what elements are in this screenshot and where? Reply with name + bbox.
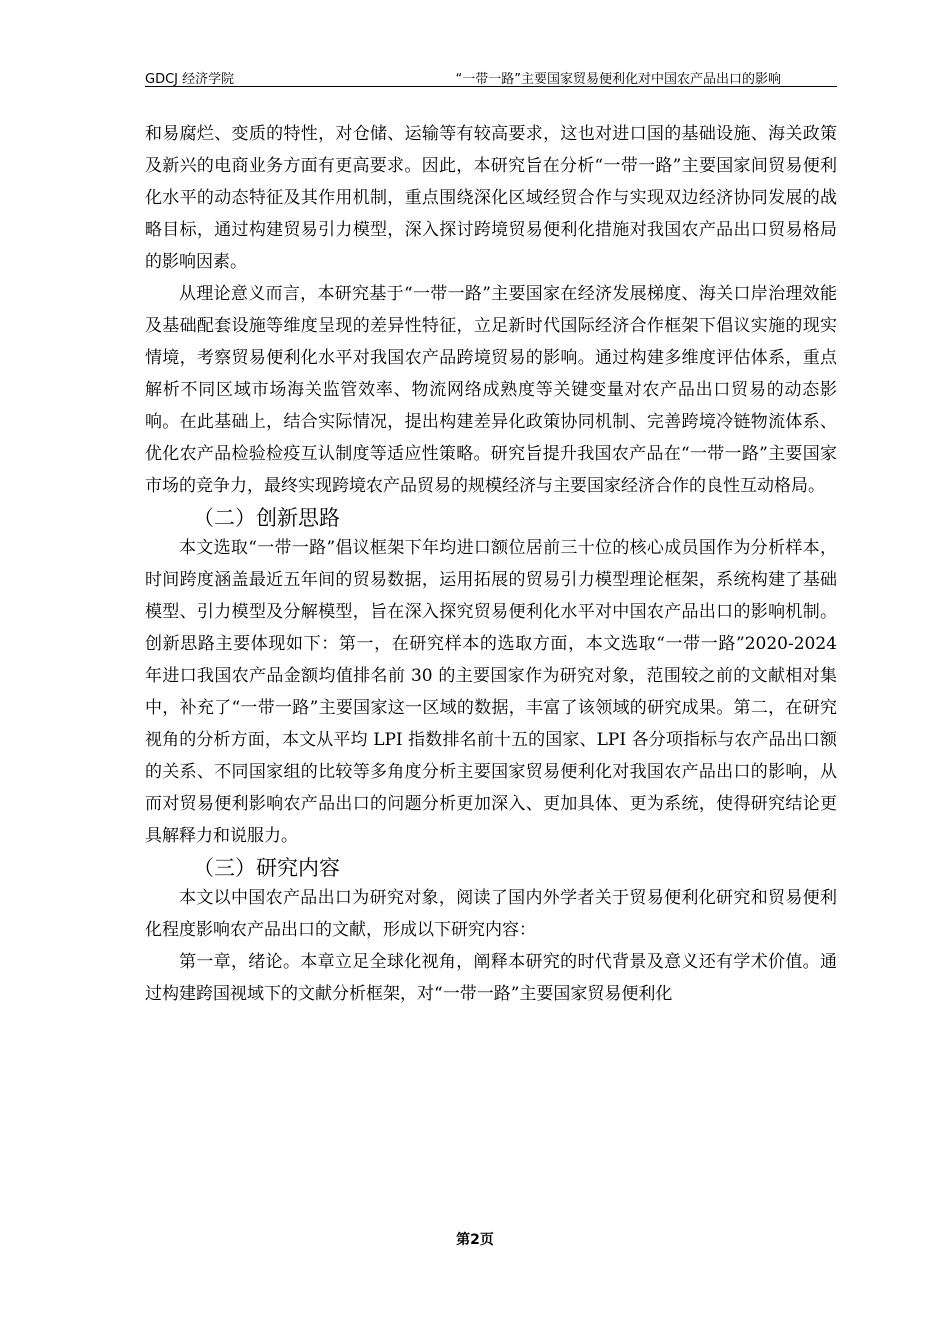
page-body bbox=[145, 118, 837, 1010]
page-header bbox=[145, 66, 837, 87]
paragraph: 本文选取“一带一路”倡议框架下年均进口额位居前三十位的核心成员国作为分析样本，时间跨度涵盖最近五年间的贸易数据，运用拓展的贸易引力模型理论框架，系统构建了基础模型、引力模型及分解模型，旨在深入探究贸易便利化水平对中国农产品出口的影响机制。创新思路主要体现如下：第一，在研究样本的选取方面，本文选取“一带一路”2020-2024 年进口我国农产品金额均值排名前 30 的主要国家作为研究对象，范围较之前的文献相对集中，补充了“一带一路”主要国家这一区域的数据，丰富了该领域的研究成果。第二，在研究视角的分析方面，本文从平均 LPI 指数排名前十五的国家、LPI 各分项指标与农产品出口额的关系、不同国家组的比较等多角度分析主要国家贸易便利化对我国农产品出口的影响，从而对贸易便利影响农产品出口的问题分析更加深入、更加具体、更为系统，使得研究结论更具解释力和说服力。 bbox=[145, 538, 837, 846]
paragraph: 和易腐烂、变质的特性，对仓储、运输等有较高要求，这也对进口国的基础设施、海关政策及新兴的电商业务方面有更高要求。因此，本研究旨在分析“一带一路”主要国家间贸易便利化水平的动态特征及其作用机制，重点围绕深化区域经贸合作与实现双边经济协同发展的战略目标，通过构建贸易引力模型，深入探讨跨境贸易便利化措施对我国农产品出口贸易格局的影响因素。 bbox=[145, 124, 837, 272]
page-number: 第2页 bbox=[456, 1232, 494, 1248]
paragraph: 第一章，绪论。本章立足全球化视角，阐释本研究的时代背景及意义还有学术价值。通过构建跨国视域下的文献分析框架，对“一带一路”主要国家贸易便利化 bbox=[145, 952, 837, 1004]
header-institution: GDCJ 经济学院 bbox=[145, 72, 235, 87]
header-paper-title: “一带一路”主要国家贸易便利化对中国农产品出口的影响 bbox=[455, 72, 781, 87]
paragraph: 本文以中国农产品出口为研究对象，阅读了国内外学者关于贸易便利化研究和贸易便利化程度影响农产品出口的文献，形成以下研究内容： bbox=[145, 888, 837, 940]
paragraph: 从理论意义而言，本研究基于“一带一路”主要国家在经济发展梯度、海关口岸治理效能及基础配套设施等维度呈现的差异性特征，立足新时代国际经济合作框架下倡议实施的现实情境，考察贸易便利化水平对我国农产品跨境贸易的影响。通过构建多维度评估体系，重点解析不同区域市场海关监管效率、物流网络成熟度等关键变量对农产品出口贸易的动态影响。在此基础上，结合实际情况，提出构建差异化政策协同机制、完善跨境冷链物流体系、优化农产品检验检疫互认制度等适应性策略。研究旨提升我国农产品在“一带一路”主要国家市场的竞争力，最终实现跨境农产品贸易的规模经济与主要国家经济合作的良性互动格局。 bbox=[145, 284, 837, 496]
section-heading-innovation: （二）创新思路 bbox=[193, 506, 340, 530]
section-heading-content: （三）研究内容 bbox=[193, 856, 340, 880]
